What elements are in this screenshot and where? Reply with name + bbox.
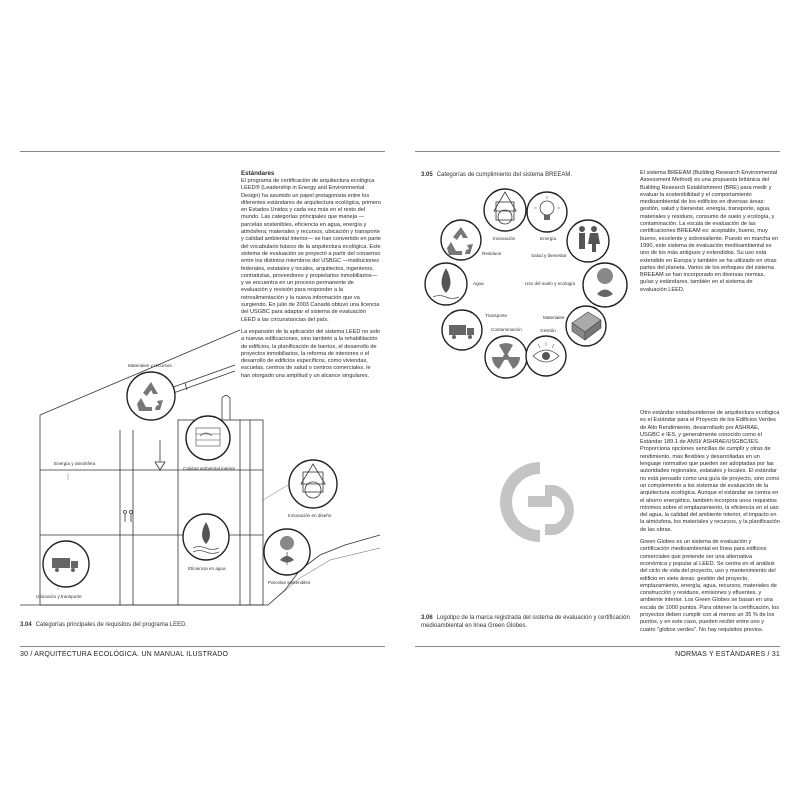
label-energia: Energía y atmósfera [54,461,96,466]
caption-number: 3.05 [421,172,433,178]
caption-text: Categorías de cumplimiento del sistema BREEAM. [436,172,573,178]
leed-paragraph-2: La expansión de la aplicación del sistema LEED no solo a nuevas edificaciones, sino también a la rehabilitación de edificios, la planificación de barrios, el desarrollo de proyectos inmobiliarios, la reforma de interiores o el desarrollo de edificios específicos, como viviendas, escuelas, centros de salud o centros comerciales, le han otorgado una amplitud y un alcance singulares. [241,328,380,379]
label-eficiencia: Eficiencia en agua [188,566,226,571]
bottom-rule-right [415,646,780,647]
caption-number: 3.04 [20,622,32,628]
leed-paragraph-1: El programa de certificación de arquitectura ecológica LEED® (Leadership in Energy and Environmental Design) ha asumido un papel protagonista entre los diferentes estándares de arquitectura ecológica, primero en Estados Unidos y cada vez más en el resto del mundo. Las categorías principales que maneja —parcelas sostenibles, eficiencia en agua, energía y atmósfera; materiales y recursos, ubicación y transporte y calidad ambiental interior— se han convertido en parte del vocabulario básico de la arquitectura ecológica. Este sistema de evaluación se proyectó a partir del consenso entre los distintos miembros del USBGC —instituciones federales, estatales y locales, arquitectos, ingenieros, contratistas, proveedores y propietarios inmobiliarios— y se encuentra en un proceso permanente de evaluación y revisión para responder a la retroalimentación y la nueva información que va surgiendo. En julio de 2003 Canadá obtuvo una licencia del USGBC para adaptar el sistema de evaluación LEED a las circunstancias del país. [241,178,381,323]
caption-number: 3.06 [421,615,433,621]
label-energia: Energía [540,236,557,241]
label-salud: Salud y bienestar [531,253,567,258]
label-materiales: Materiales y recursos [128,363,172,368]
bottom-rule-left [20,646,385,647]
label-calidad: Calidad ambiental interior [183,466,236,471]
label-ubicacion: Ubicación y transporte [36,594,82,599]
figure-caption-3-06 [421,615,631,630]
caption-text: Logotipo de la marca registrada del sistema de evaluación y certificación medioambiental en línea Green Globes. [421,615,630,629]
caption-text: Categorías principales de requisitos del programa LEED. [35,622,188,628]
label-innovacion-diseno: Innovación en diseño [288,513,332,518]
label-agua: Agua [473,281,484,286]
label-parcelas: Parcelas sostenibles [268,580,311,585]
label-contaminacion: Contaminación [491,327,522,332]
label-suelo: Uso del suelo y ecología [525,281,576,286]
label-gestion: Gestión [540,328,556,333]
label-materiales: Materiales [543,315,565,320]
breeam-paragraph: El sistema BREEAM (Building Research Environmental Assessment Method) es una propuesta británica del Building Research Establishment (BRE) para medir y evaluar la sostenibilidad y el comportamiento medioambiental de los edificios en diversas áreas: gestión, salud y bienestar, energía, transporte, agua, materiales y residuos, consumo de suelo y ecología, y contaminación. La escala de evaluación de las certificaciones BREEAM es: aceptable, bueno, muy bueno, excelente y sobresaliente. Puesto en marcha en 1990, este sistema de evaluación medioambiental es uno de los más antiguos y extendidos. Su uso está extendido en Europa y también se ha utilizado en otras partes del planeta. Varios de los enfoques del sistema BREEAM se han incorporado en diversas normas, guías y estándares, también en el sistema de evaluación LEED. [640,170,779,293]
label-residuos: Residuos [482,251,502,256]
footer-right: NORMAS Y ESTÁNDARES / 31 [675,651,780,658]
ashrae-paragraph: Otro estándar estadounidense de arquitectura ecológica es el Estándar para el Proyecto de los Edificios Verdes de Alto Rendimiento, desarrollado por ASHRAE, USGBC e IES, y generalmente conocido como el Estándar 189.1 de ANSI/ ASHRAE/USGBC/IES. Proporciona opciones sencillas de cumplir y otras de rendimiento, más flexibles y desarrolladas en un lenguaje normativo que pueden ser adoptadas por las autoridades regionales, estatales y locales. El estándar no está pensado como una guía de proyecto, sino como un complemento a los sistemas de evaluación de la arquitectura ecológica. Aunque el estándar se centra en el ahorro energético, también incorpora unos requisitos mínimos sobre el emplazamiento, la eficiencia en el uso del agua, la calidad del ambiente interior, el impacto en la atmósfera, los materiales y recursos, y la planificación de las obras. [640,410,780,533]
green-globes-paragraph: Green Globes es un sistema de evaluación y certificación medioambiental en línea para edificios comerciales que pretende ser una alternativa económica y popular al LEED. Se centra en el análisis del ciclo de vida del proyecto, uso y mantenimiento del edificio en siete áreas: gestión del proyecto, emplazamiento, energía, agua, recursos, materiales de construcción y residuos, emisiones y efluentes, y ambiente interior. Los Green Globes se basan en una escala de 1000 puntos. Para obtener la certificación, los proyectos deben cumplir con al menos un 35 % de los puntos, y en este caso, pueden recibir entre uno y cuatro "globos verdes". No hay requisitos previos. [640,539,779,633]
footer-left: 30 / ARQUITECTURA ECOLÓGICA. UN MANUAL ILUSTRADO [20,651,229,658]
label-transporte: Transporte [485,313,508,318]
label-innovacion: Innovación [493,236,516,241]
section-heading: Estándares [241,170,275,177]
